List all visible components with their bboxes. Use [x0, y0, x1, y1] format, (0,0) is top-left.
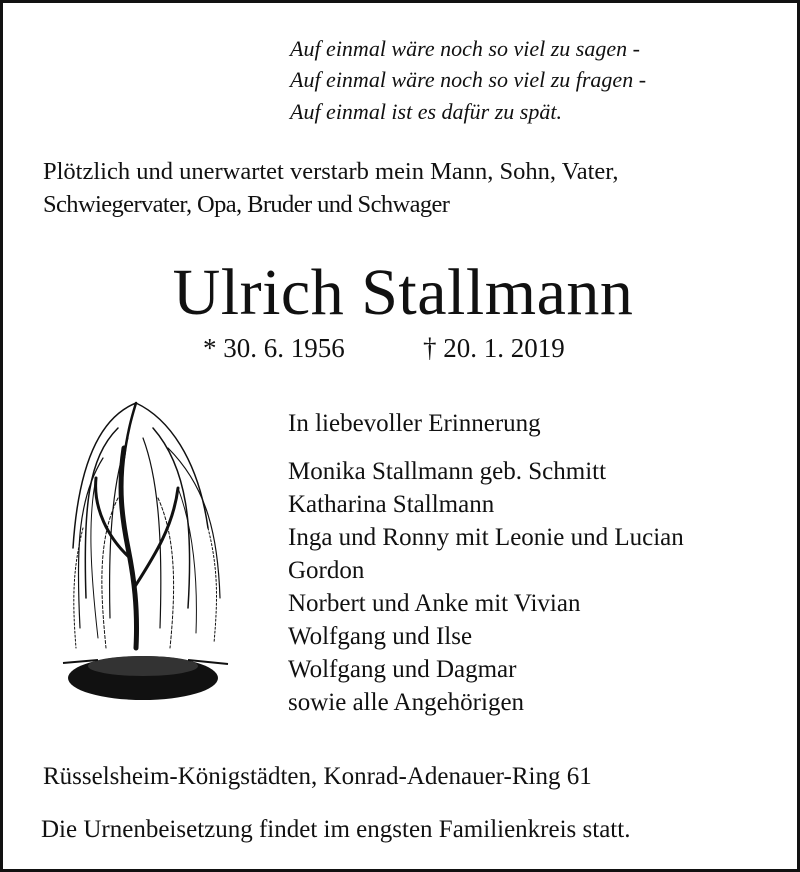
- mourner: Wolfgang und Ilse: [288, 623, 473, 650]
- poem-line: Auf einmal ist es dafür zu spät.: [290, 99, 562, 124]
- birth-date: * 30. 6. 1956: [203, 333, 345, 363]
- mourner: Katharina Stallmann: [288, 491, 495, 518]
- mourner: Norbert und Anke mit Vivian: [288, 590, 581, 617]
- mourner: sowie alle Angehörigen: [288, 689, 525, 716]
- deceased-name: Ulrich Stallmann: [172, 256, 634, 329]
- mourner: Inga und Ronny mit Leonie und Lucian: [288, 524, 684, 551]
- intro-line: Schwiegervater, Opa, Bruder und Schwager: [43, 191, 450, 218]
- death-date: † 20. 1. 2019: [423, 333, 565, 363]
- funeral-note: Die Urnenbeisetzung findet im engsten Familienkreis statt.: [41, 816, 631, 843]
- address: Rüsselsheim-Königstädten, Konrad-Adenauer-Ring 61: [43, 763, 592, 790]
- mourner: Wolfgang und Dagmar: [288, 656, 517, 683]
- willow-tree-icon: [58, 398, 233, 723]
- poem-line: Auf einmal wäre noch so viel zu fragen -: [290, 67, 647, 92]
- poem-line: Auf einmal wäre noch so viel zu sagen -: [290, 36, 640, 61]
- intro-line: Plötzlich und unerwartet verstarb mein Mann, Sohn, Vater,: [43, 158, 619, 185]
- mourner: Monika Stallmann geb. Schmitt: [288, 458, 607, 485]
- mourner: Gordon: [288, 557, 365, 584]
- remembrance-heading: In liebevoller Erinnerung: [288, 410, 541, 437]
